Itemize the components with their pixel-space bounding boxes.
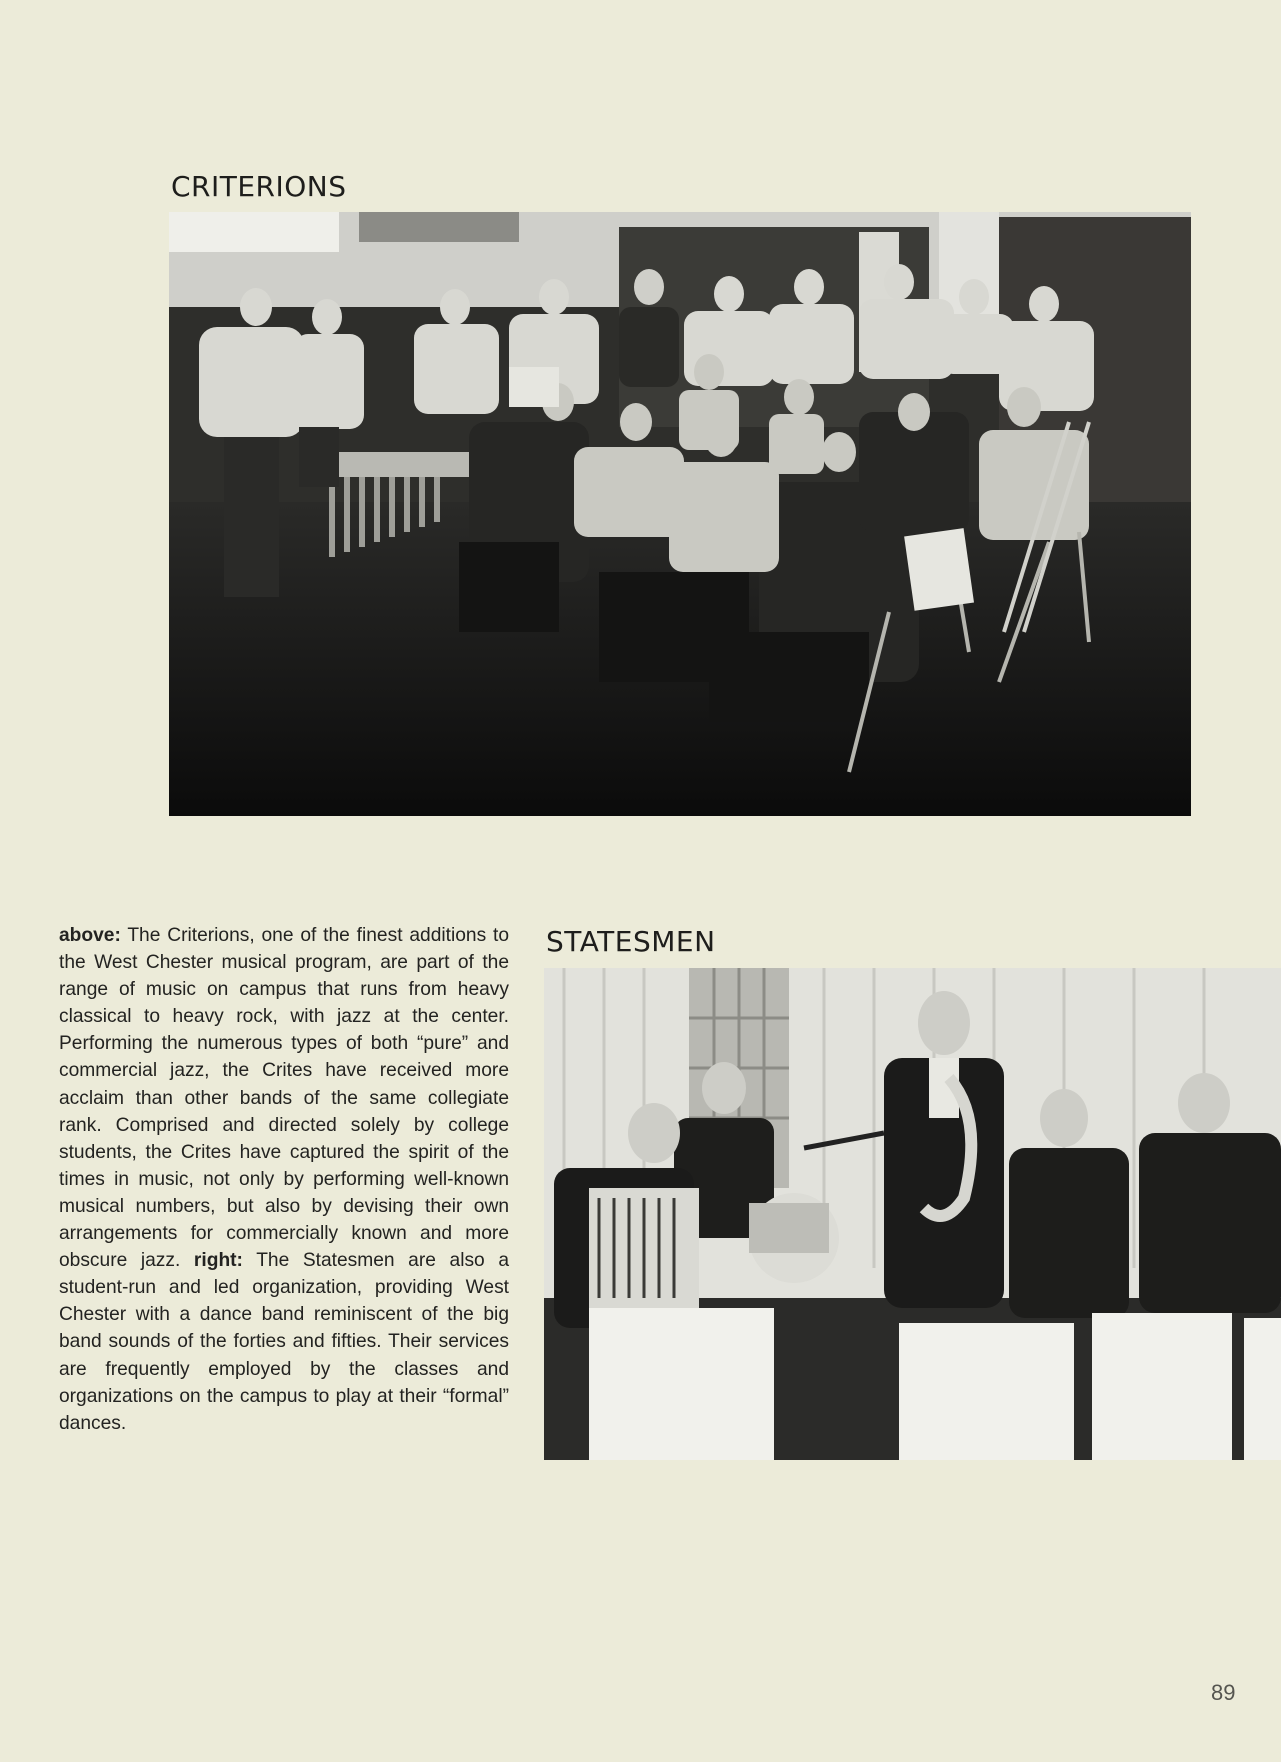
statesmen-band-photo <box>544 968 1281 1460</box>
caption-right-text: The Statesmen are also a student-run and led organization, providing West Chester with a dance band reminiscent of the big band sounds of the forties and fifties. Their services are frequently employed by the classes and organizations on the campus to play at their “formal” dances. <box>59 1250 509 1434</box>
criterions-band-photo <box>169 212 1191 816</box>
caption-paragraph <box>59 922 509 1437</box>
caption-above-text: The Criterions, one of the finest additions to the West Chester musical program, are part of the range of music on campus that runs from heavy classical to heavy rock, with jazz at the center. Performing the numerous types of both “pure” and commercial jazz, the Crites have received more acclaim than other bands of the same collegiate rank. Comprised and directed solely by college students, the Crites have captured the spirit of the times in music, not only by performing well-known musical numbers, but also by devising their own arrangements for commercially known and more obscure jazz. <box>59 925 509 1272</box>
page-number: 89 <box>1211 1680 1236 1705</box>
statesmen-heading: STATESMEN <box>546 925 716 958</box>
criterions-heading: CRITERIONS <box>171 170 347 203</box>
caption-above-label: above: <box>59 925 121 946</box>
caption-right-label: right: <box>193 1250 243 1272</box>
